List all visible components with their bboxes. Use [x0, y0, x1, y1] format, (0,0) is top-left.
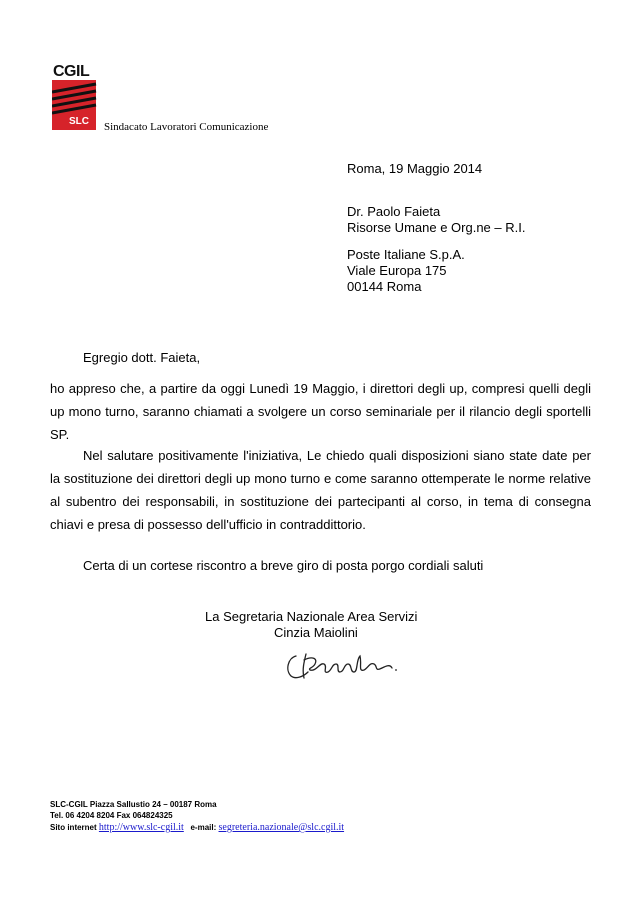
- recipient-street: Viale Europa 175: [347, 263, 447, 278]
- recipient-city: 00144 Roma: [347, 279, 422, 294]
- body-paragraph-1: ho appreso che, a partire da oggi Lunedì 19 Maggio, i direttori degli up, compresi quelli degli up mono turno, saranno chiamati a svolgere un corso seminariale per il rilancio degli sportelli SP.: [50, 381, 591, 442]
- organization-name: Sindacato Lavoratori Comunicazione: [104, 121, 269, 133]
- footer-site-label: Sito internet: [50, 823, 97, 832]
- date-line: Roma, 19 Maggio 2014: [347, 161, 483, 176]
- signatory-name: Cinzia Maiolini: [274, 625, 358, 640]
- logo-slc-text: SLC: [69, 116, 89, 127]
- signatory-title: La Segretaria Nazionale Area Servizi: [205, 609, 418, 624]
- recipient-company: Poste Italiane S.p.A.: [347, 247, 465, 262]
- closing-line: Certa di un cortese riscontro a breve giro di posta porgo cordiali saluti: [83, 558, 484, 573]
- cgil-slc-logo: [52, 62, 102, 130]
- footer-contacts: [50, 822, 344, 833]
- website-link[interactable]: http://www.slc-cgil.it: [98, 822, 184, 833]
- footer-email-label: e-mail:: [190, 823, 217, 832]
- footer-address: SLC-CGIL Piazza Sallustio 24 – 00187 Roma: [50, 800, 217, 809]
- recipient-name: Dr. Paolo Faieta: [347, 204, 441, 219]
- body-paragraph-2: Nel salutare positivamente l'iniziativa, Le chiedo quali disposizioni siano state date per la sostituzione dei direttori degli up mono turno e come saranno ottemperate le norme relative al subentro dei responsabili, in sostituzione dei partecipanti al corso, in tema di consegna chiavi e presa di possesso dell'ufficio in contraddittorio.: [50, 448, 591, 532]
- footer-phones: Tel. 06 4204 8204 Fax 064824325: [50, 811, 173, 820]
- recipient-role: Risorse Umane e Org.ne – R.I.: [347, 220, 526, 235]
- salutation: Egregio dott. Faieta,: [83, 350, 201, 365]
- email-link[interactable]: segreteria.nazionale@slc.cgil.it: [218, 822, 345, 833]
- logo-cgil-text: CGIL: [53, 63, 90, 80]
- handwritten-signature: [282, 646, 398, 682]
